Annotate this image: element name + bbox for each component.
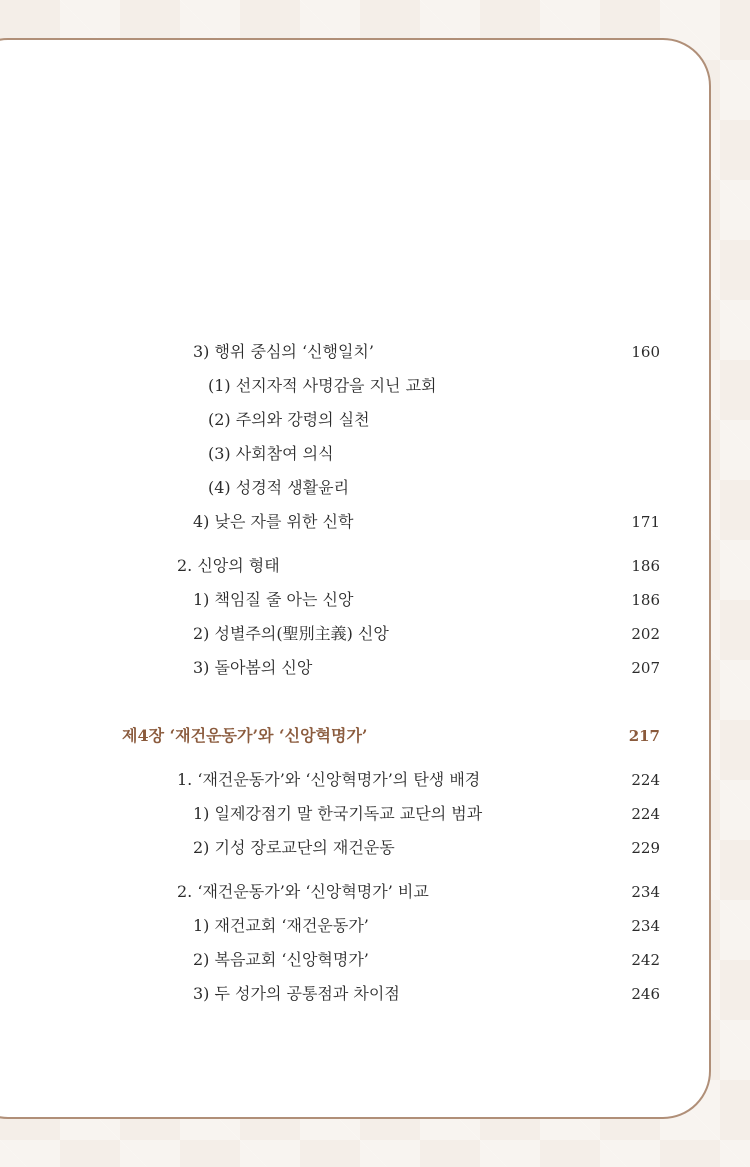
- toc-entry-label: 2. 신앙의 형태: [177, 556, 280, 575]
- toc-entry-page: 234: [631, 883, 660, 901]
- toc-chapter-page: 217: [628, 727, 660, 745]
- toc-entry-page: 246: [631, 985, 660, 1003]
- toc-entry-label: (2) 주의와 강령의 실천: [208, 410, 370, 429]
- toc-entry-label: 1) 재건교회 ‘재건운동가’: [193, 916, 369, 935]
- toc-entry-label: 3) 돌아봄의 신앙: [193, 658, 313, 677]
- toc-entry-label: 3) 행위 중심의 ‘신행일치’: [193, 342, 374, 361]
- toc-entry-label: 2) 기성 장로교단의 재건운동: [193, 838, 395, 857]
- toc-entry-page: 186: [631, 591, 660, 609]
- toc-entry-label: 2) 성별주의(聖別主義) 신앙: [193, 624, 389, 643]
- toc-entry-label: 4) 낮은 자를 위한 신학: [193, 512, 354, 531]
- toc-entry-label: 3) 두 성가의 공통점과 차이점: [193, 984, 400, 1003]
- toc-entry-page: 202: [631, 625, 660, 643]
- toc-entry-label: (3) 사회참여 의식: [208, 444, 334, 463]
- toc-entry-page: 207: [631, 659, 660, 677]
- toc-entry-page: 224: [631, 771, 660, 789]
- toc-entry-label: 1. ‘재건운동가’와 ‘신앙혁명가’의 탄생 배경: [177, 770, 481, 789]
- toc-entry-page: 234: [631, 917, 660, 935]
- toc-entry-label: (4) 성경적 생활윤리: [208, 478, 350, 497]
- toc-entry-label: 2) 복음교회 ‘신앙혁명가’: [193, 950, 369, 969]
- toc-entry-label: 1) 일제강점기 말 한국기독교 교단의 범과: [193, 804, 483, 823]
- toc-chapter-label: 제4장 ‘재건운동가’와 ‘신앙혁명가’: [122, 726, 368, 745]
- toc-entry-page: 224: [631, 805, 660, 823]
- toc-entry-page: 242: [631, 951, 660, 969]
- toc-entry-label: 1) 책임질 줄 아는 신앙: [193, 590, 354, 609]
- toc-entry-label: (1) 선지자적 사명감을 지닌 교회: [208, 376, 437, 395]
- toc-entry-page: 229: [631, 839, 660, 857]
- toc-entry-page: 186: [631, 557, 660, 575]
- toc-entry-page: 160: [631, 343, 660, 361]
- toc-entry-label: 2. ‘재건운동가’와 ‘신앙혁명가’ 비교: [177, 882, 429, 901]
- toc-entry-page: 171: [631, 513, 660, 531]
